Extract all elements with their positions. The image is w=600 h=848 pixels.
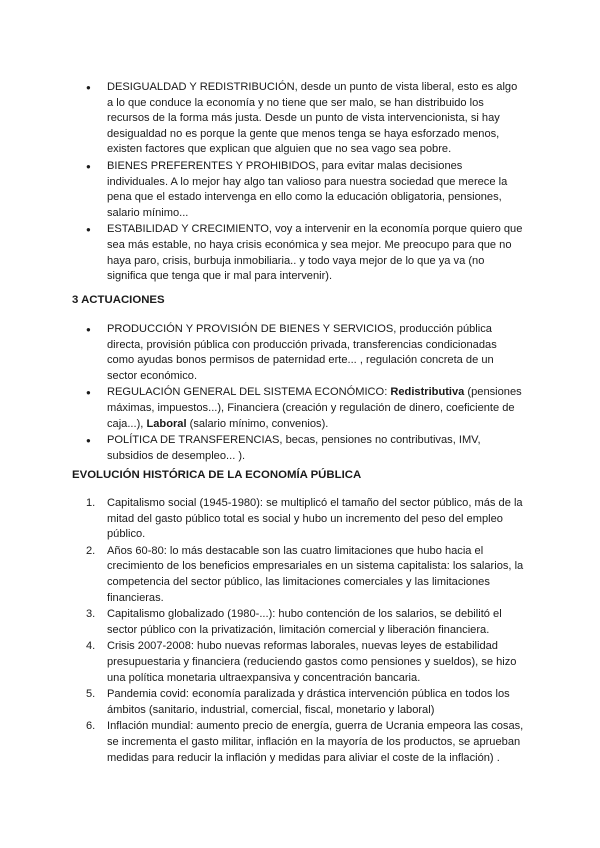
list-item-text: PRODUCCIÓN Y PROVISIÓN DE BIENES Y SERVICIOS, producción pública directa, provisión pública con producción privada, transferencias condicionadas como ayudas bonos permisos de paternidad erte... , regulación concreta de un sector económico. <box>107 323 497 382</box>
section-heading-actuaciones: 3 ACTUACIONES <box>72 294 165 306</box>
list-number: 6. <box>86 720 96 733</box>
bold-term-laboral: Laboral <box>146 417 187 430</box>
list-item <box>0 322 600 384</box>
list-item <box>0 544 600 606</box>
list-item-text: BIENES PREFERENTES Y PROHIBIDOS, para evitar malas decisiones individuales. A lo mejor hay algo tan valioso para nuestra sociedad que merece la pena que el estado intervenga en ello como la educación obligatoria, pensiones, salario mínimo... <box>107 159 508 219</box>
list-item <box>0 80 600 158</box>
bullet-marker: ● <box>86 161 91 171</box>
list-number: 1. <box>86 497 96 509</box>
bullet-marker: ● <box>86 325 91 334</box>
list-item-text: Inflación mundial: aumento precio de energía, guerra de Ucrania empeora las cosas, se incrementa el gasto militar, inflación en la mayoría de los productos, se aprueban medidas para reducir la inflación y medidas para aliviar el coste de la inflación) . <box>107 720 524 764</box>
list-item <box>0 607 600 638</box>
list-item-text: ESTABILIDAD Y CRECIMIENTO, voy a intervenir en la economía porque quiero que sea más estable, no haya crisis económica y sea mejor. Me preocupo para que no haya paro, crisis, burbuja inmobiliaria.. y todo vaya mejor de lo que ya va (no significa que tenga que ir mal para intervenir). <box>107 223 523 283</box>
bullet-list-top <box>0 80 600 286</box>
list-item <box>0 719 600 766</box>
bullet-marker: ● <box>86 388 91 398</box>
list-number: 2. <box>86 544 96 557</box>
list-item-text: Años 60-80: lo más destacable son las cuatro limitaciones que hubo hacia el crecimiento de los beneficios empresariales en un sistema capitalista: los salarios, la competencia del sector público, las limitaciones comerciales y las limitaciones financieras. <box>107 544 524 604</box>
list-number: 4. <box>86 640 96 653</box>
list-item-text: Crisis 2007-2008: hubo nuevas reformas laborales, nuevas leyes de estabilidad presupuestaria y financiera (reduciendo gastos como pensiones y sueldos), se hizo una política monetaria ultraexpansiva y concentración bancaria. <box>107 640 517 684</box>
bullet-marker: ● <box>86 83 91 92</box>
bullet-marker: ● <box>86 436 91 446</box>
list-item-text: Pandemia covid: economía paralizada y drástica intervención pública en todos los ámbitos (sanitario, industrial, comercial, fiscal, monetario y laboral) <box>107 688 510 716</box>
bold-term-redistributiva: Redistributiva <box>390 386 465 399</box>
list-item <box>0 639 600 686</box>
bullet-list-actuaciones <box>0 322 600 465</box>
list-item <box>0 496 600 543</box>
list-item-text: Capitalismo globalizado (1980-...): hubo contención de los salarios, se debilitó el sector público con la privatización, limitación comercial y liberación financiera. <box>107 608 502 636</box>
numbered-list-evolucion <box>0 496 600 767</box>
list-item-text: DESIGUALDAD Y REDISTRIBUCIÓN, desde un punto de vista liberal, esto es algo a lo que conduce la economía y no tiene que ser malo, se han distribuido los recursos de la forma más justa. Desde un punto de vista intervencionista, si hay desigualdad no es porque la gente que menos tenga se haya esforzado menos, existen factores que explican que alguien que no sea vago sea pobre. <box>107 81 518 156</box>
list-number: 5. <box>86 688 96 701</box>
list-item-text: REGULACIÓN GENERAL DEL SISTEMA ECONÓMICO: Redistributiva (pensiones máximas, impuestos...), Financiera (creación y regulación de dinero, coeficiente de caja...), Laboral (salario mínimo, convenios). <box>107 386 522 430</box>
list-item-text: Capitalismo social (1945-1980): se multiplicó el tamaño del sector público, más de la mitad del gasto público total es social y hubo un incremento del peso del empleo público. <box>107 497 523 541</box>
list-item <box>0 433 600 464</box>
section-heading-evolucion: EVOLUCIÓN HISTÓRICA DE LA ECONOMÍA PÚBLICA <box>72 469 362 481</box>
list-item <box>0 385 600 432</box>
list-item-text: POLÍTICA DE TRANSFERENCIAS, becas, pensiones no contributivas, IMV, subsidios de desempleo... ). <box>107 434 481 462</box>
list-item <box>0 687 600 718</box>
bullet-marker: ● <box>86 225 91 235</box>
list-item <box>0 222 600 284</box>
list-number: 3. <box>86 608 96 621</box>
list-item <box>0 159 600 221</box>
